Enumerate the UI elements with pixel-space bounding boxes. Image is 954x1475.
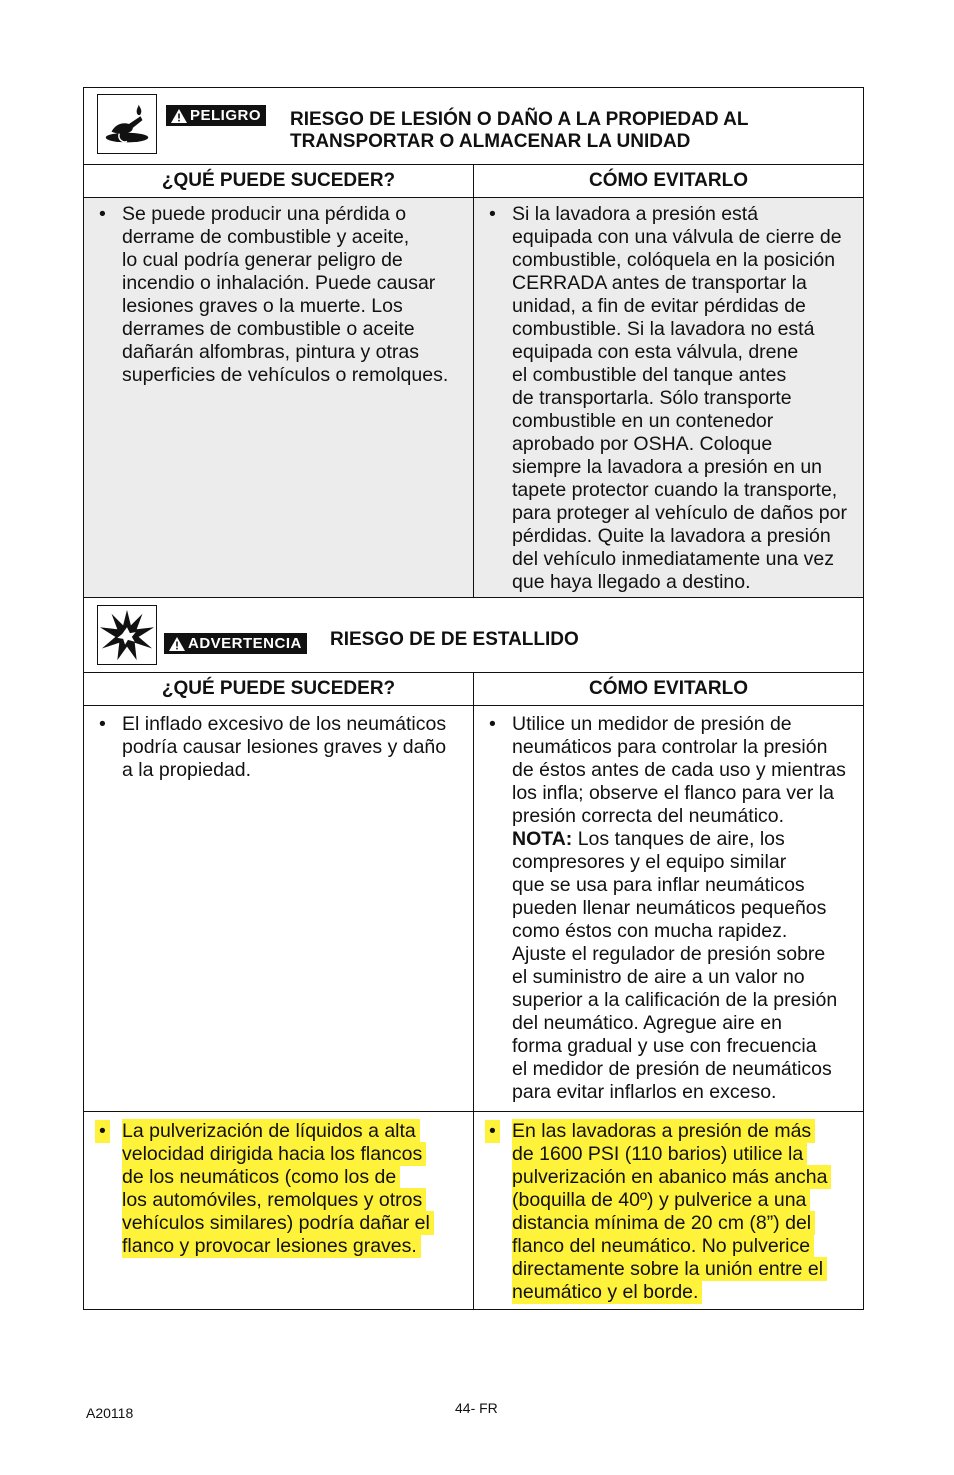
hazard-header-burst [84, 598, 863, 673]
table-row [84, 198, 863, 598]
how-cell [474, 198, 863, 597]
how-cell [474, 1112, 863, 1309]
column-headers-1 [84, 165, 863, 198]
list-item: • La pulverización de líquidos a alta velocidad dirigida hacia los flancos de los neumáticos (como los de los automóviles, remolques y otros vehículos similares) podría dañar el flanco y provocar lesiones graves. [84, 1120, 473, 1258]
warning-triangle-icon [169, 637, 185, 651]
table-row [84, 706, 863, 1112]
note-label: NOTA: [512, 828, 573, 850]
hazard-header-transport [84, 88, 863, 165]
page-number: 44- FR [455, 1400, 498, 1416]
column-header-what: ¿QUÉ PUEDE SUCEDER? [84, 673, 474, 705]
what-cell [84, 198, 474, 597]
fuel-spill-icon [97, 94, 157, 154]
hazard-title-burst: RIESGO DE DE ESTALLIDO [330, 629, 579, 650]
hazard-title-transport: RIESGO DE LESIÓN O DAÑO A LA PROPIEDAD AL TRANSPORTAR O ALMACENAR LA UNIDAD [290, 109, 749, 152]
list-item: • Utilice un medidor de presión de neumáticos para controlar la presión de éstos antes de cada uso y mientras los infla; observe el flanco para ver la presión correcta del neumático. [474, 713, 863, 828]
list-item: • Se puede producir una pérdida o derrame de combustible y aceite, lo cual podría generar peligro de incendio o inhalación. Puede causar lesiones graves o la muerte. Los derrames de combustible o aceite dañarán alfombras, pintura y otras superficies de vehículos o remolques. [84, 203, 473, 387]
column-header-how: CÓMO EVITARLO [588, 678, 749, 699]
signal-word-peligro: PELIGRO [166, 105, 266, 126]
column-header-what: ¿QUÉ PUEDE SUCEDER? [84, 165, 474, 197]
how-cell [474, 706, 863, 1111]
document-code: A20118 [86, 1405, 134, 1421]
list-item: • El inflado excesivo de los neumáticos podría causar lesiones graves y daño a la propiedad. [84, 713, 473, 782]
list-item: • Si la lavadora a presión está equipada con una válvula de cierre de combustible, colóquela en la posición CERRADA antes de transportar la unidad, a fin de evitar pérdidas de combustible. Si la lavadora no está equipada con esta válvula, drene el combustible del tanque antes de transportarla. Sólo transporte combustible en un contenedor aprobado por OSHA. Coloque siempre la lavadora a presión en un tapete protector cuando la transporte, para proteger al vehículo de daños por pérdidas. Quite la lavadora a presión del vehículo inmediatamente una vez que haya llegado a destino. [474, 203, 863, 594]
warning-triangle-icon [171, 109, 187, 123]
list-item: • En las lavadoras a presión de más de 1600 PSI (110 barios) utilice la pulverización en abanico más ancha (boquilla de 40º) y pulverice a una distancia mínima de 20 cm (8”) del flanco del neumático. No pulverice directamente sobre la unión entre el neumático y el borde. [474, 1120, 863, 1304]
column-headers-2 [84, 673, 863, 706]
column-header-how: CÓMO EVITARLO [588, 170, 749, 191]
note-paragraph: NOTA: Los tanques de aire, los compresores y el equipo similar que se usa para inflar neumáticos pueden llenar neumáticos pequeños como éstos con mucha rapidez. Ajuste el regulador de presión sobre el suministro de aire a un valor no superior a la calificación de la presión del neumático. Agregue aire en forma gradual y use con frecuencia el medidor de presión de neumáticos para evitar inflarlos en exceso. [512, 828, 838, 1103]
table-row-highlighted [84, 1112, 863, 1309]
safety-table [83, 87, 864, 1310]
signal-word-advertencia: ADVERTENCIA [164, 633, 307, 654]
burst-explosion-icon [97, 605, 157, 665]
what-cell [84, 1112, 474, 1309]
what-cell [84, 706, 474, 1111]
